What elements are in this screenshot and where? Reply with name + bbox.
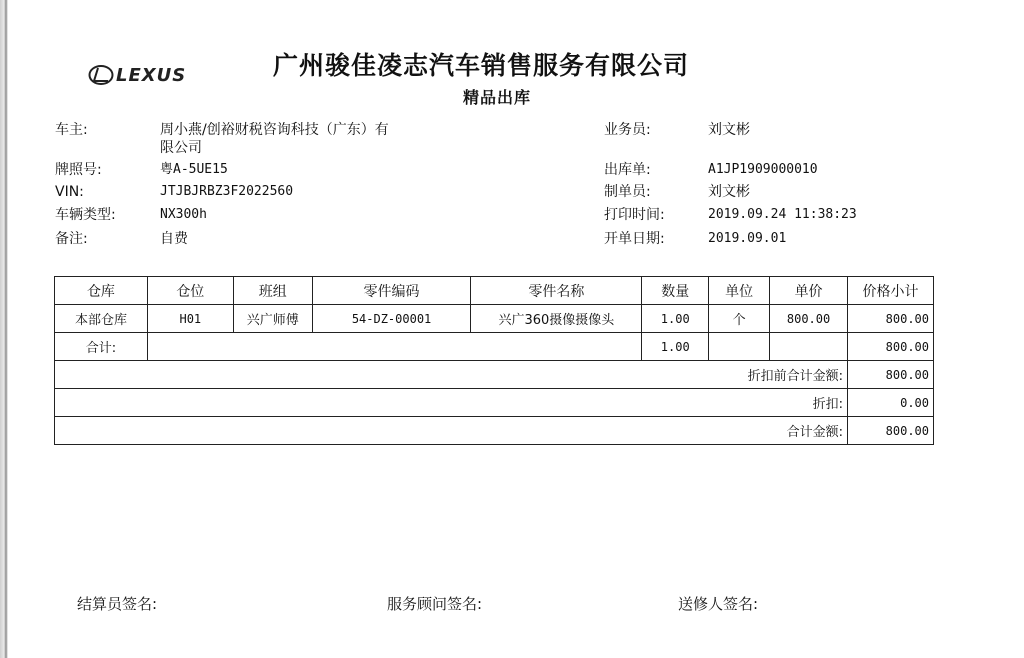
discount-label: 折扣:	[55, 389, 848, 417]
pre-discount-row	[55, 361, 934, 389]
company-name: 广州骏佳凌志汽车销售服务有限公司	[273, 51, 690, 80]
discount-row	[55, 389, 934, 417]
table-row	[55, 305, 934, 333]
grand-total-row	[55, 417, 934, 445]
cell-part-code: 54-DZ-00001	[312, 305, 471, 333]
print-time-label: 打印时间:	[604, 207, 665, 223]
column-header: 仓库	[55, 277, 148, 305]
total-blank	[147, 333, 641, 361]
total-blank-price	[770, 333, 848, 361]
model-label: 车辆类型:	[55, 207, 116, 223]
advisor-signature-label: 服务顾问签名:	[387, 595, 483, 613]
vin-value: JTJBJRBZ3F2022560	[160, 184, 294, 199]
grand-total-label: 合计金额:	[55, 417, 848, 445]
table-header-row	[55, 277, 934, 305]
plate-value: 粤A-5UE15	[160, 162, 228, 177]
maker-label: 制单员:	[604, 184, 651, 200]
pre-discount-label: 折扣前合计金额:	[55, 361, 848, 389]
total-label: 合计:	[55, 333, 148, 361]
total-amount: 800.00	[848, 333, 934, 361]
total-row	[55, 333, 934, 361]
total-quantity: 1.00	[642, 333, 709, 361]
document-title: 精品出库	[463, 88, 532, 107]
parts-table	[54, 276, 934, 445]
note-label: 备注:	[55, 231, 88, 247]
print-time-value: 2019.09.24 11:38:23	[708, 207, 857, 222]
sales-label: 业务员:	[604, 122, 651, 138]
brand-name: LEXUS	[116, 64, 187, 86]
owner-label: 车主:	[55, 122, 88, 138]
plate-label: 牌照号:	[55, 162, 102, 178]
grand-total-value: 800.00	[848, 417, 934, 445]
cell-unit-price: 800.00	[770, 305, 848, 333]
model-value: NX300h	[160, 207, 207, 222]
settler-signature-label: 结算员签名:	[77, 595, 158, 613]
cell-warehouse: 本部仓库	[55, 305, 148, 333]
maker-value: 刘文彬	[708, 184, 750, 200]
cell-part-name: 兴广360摄像摄像头	[471, 305, 642, 333]
total-blank-unit	[709, 333, 770, 361]
column-header: 价格小计	[848, 277, 934, 305]
lexus-logo	[88, 63, 186, 87]
open-date-label: 开单日期:	[604, 231, 665, 247]
column-header: 数量	[642, 277, 709, 305]
page-left-edge	[0, 0, 9, 658]
deliverer-signature-label: 送修人签名:	[678, 595, 759, 613]
cell-subtotal: 800.00	[848, 305, 934, 333]
order-value: A1JP1909000010	[708, 162, 818, 177]
sales-value: 刘文彬	[708, 122, 750, 138]
cell-quantity: 1.00	[642, 305, 709, 333]
owner-value: 周小燕/创裕财税咨询科技（广东）有限公司	[160, 122, 389, 156]
pre-discount-value: 800.00	[848, 361, 934, 389]
column-header: 零件名称	[471, 277, 642, 305]
column-header: 班组	[233, 277, 312, 305]
vin-label: VIN:	[55, 184, 84, 200]
column-header: 单位	[709, 277, 770, 305]
column-header: 单价	[770, 277, 848, 305]
cell-unit: 个	[709, 305, 770, 333]
cell-team: 兴广师傅	[233, 305, 312, 333]
note-value: 自费	[160, 231, 188, 247]
order-label: 出库单:	[604, 162, 651, 178]
column-header: 仓位	[147, 277, 233, 305]
column-header: 零件编码	[312, 277, 471, 305]
discount-value: 0.00	[848, 389, 934, 417]
open-date-value: 2019.09.01	[708, 231, 787, 246]
lexus-emblem-icon	[88, 63, 114, 87]
cell-bin: H01	[147, 305, 233, 333]
